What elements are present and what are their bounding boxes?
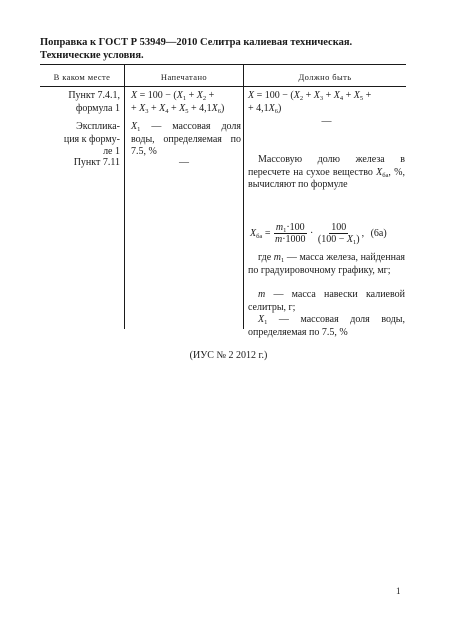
row1-printed-formula: $X = 100 - (X_1 + X_2$ + + $X_3 + X_4 + X_5 + 4,1X_6$) — [131, 90, 225, 115]
row3-explanation-2: m — масса навески калиевой селитры, г; — [248, 289, 405, 313]
row3-explanation-1: где $m_1$ — масса железа, найденная по градуировочному графику, мг; — [248, 252, 405, 276]
row2-correct-dash: — — [321, 116, 332, 127]
row3-place: Пункт 7.11 — [73, 157, 120, 168]
row3-formula: $X_{ба}$ = $\frac{m_1\cdot 100}{m\cdot 1000}$ · $\frac{100}{(100 - X_1)}$ , (6а) — [250, 222, 387, 246]
row3-explanation-3: $X_1$ — массовая доля воды, определяемая по 7.5, % — [248, 314, 405, 338]
row1-correct-formula: $X = 100 - (X_2 + X_3 + X_4 + X_5$ + + $4,1X_6$) — [248, 90, 372, 115]
page-number: 1 — [396, 586, 401, 596]
table-top-rule — [40, 64, 406, 65]
header-place: В каком месте — [53, 72, 111, 82]
row3-correct-intro: Массовую долю железа в пересчете на сухое вещество $X_{ба}$, %, вычисляют по формуле — [248, 154, 405, 190]
row2-place: Эксплика- ция к форму- ле 1 — [63, 121, 120, 157]
formula-fraction-2: $\frac{100}{(100 - X_1)}$ — [317, 222, 360, 246]
column-divider-2 — [243, 64, 244, 329]
footer-source: (ИУС № 2 2012 г.) — [189, 350, 268, 361]
column-divider-1 — [124, 64, 125, 329]
header-printed: Напечатано — [160, 72, 208, 82]
row1-place: Пункт 7.4.1, формула 1 — [68, 90, 120, 114]
row3-printed-dash: — — [179, 157, 189, 168]
row2-printed: $X_1$ — массовая доля воды, определяемая по 7.5, % — [131, 121, 241, 157]
formula-label: (6а) — [370, 227, 387, 239]
table-header-rule — [40, 86, 406, 87]
header-correct: Должно быть — [298, 72, 352, 82]
document-title: Поправка к ГОСТ Р 53949—2010 Селитра калиевая техническая. Технические условия. — [40, 37, 353, 61]
formula-fraction-1: $\frac{m_1\cdot 100}{m\cdot 1000}$ — [274, 222, 306, 245]
